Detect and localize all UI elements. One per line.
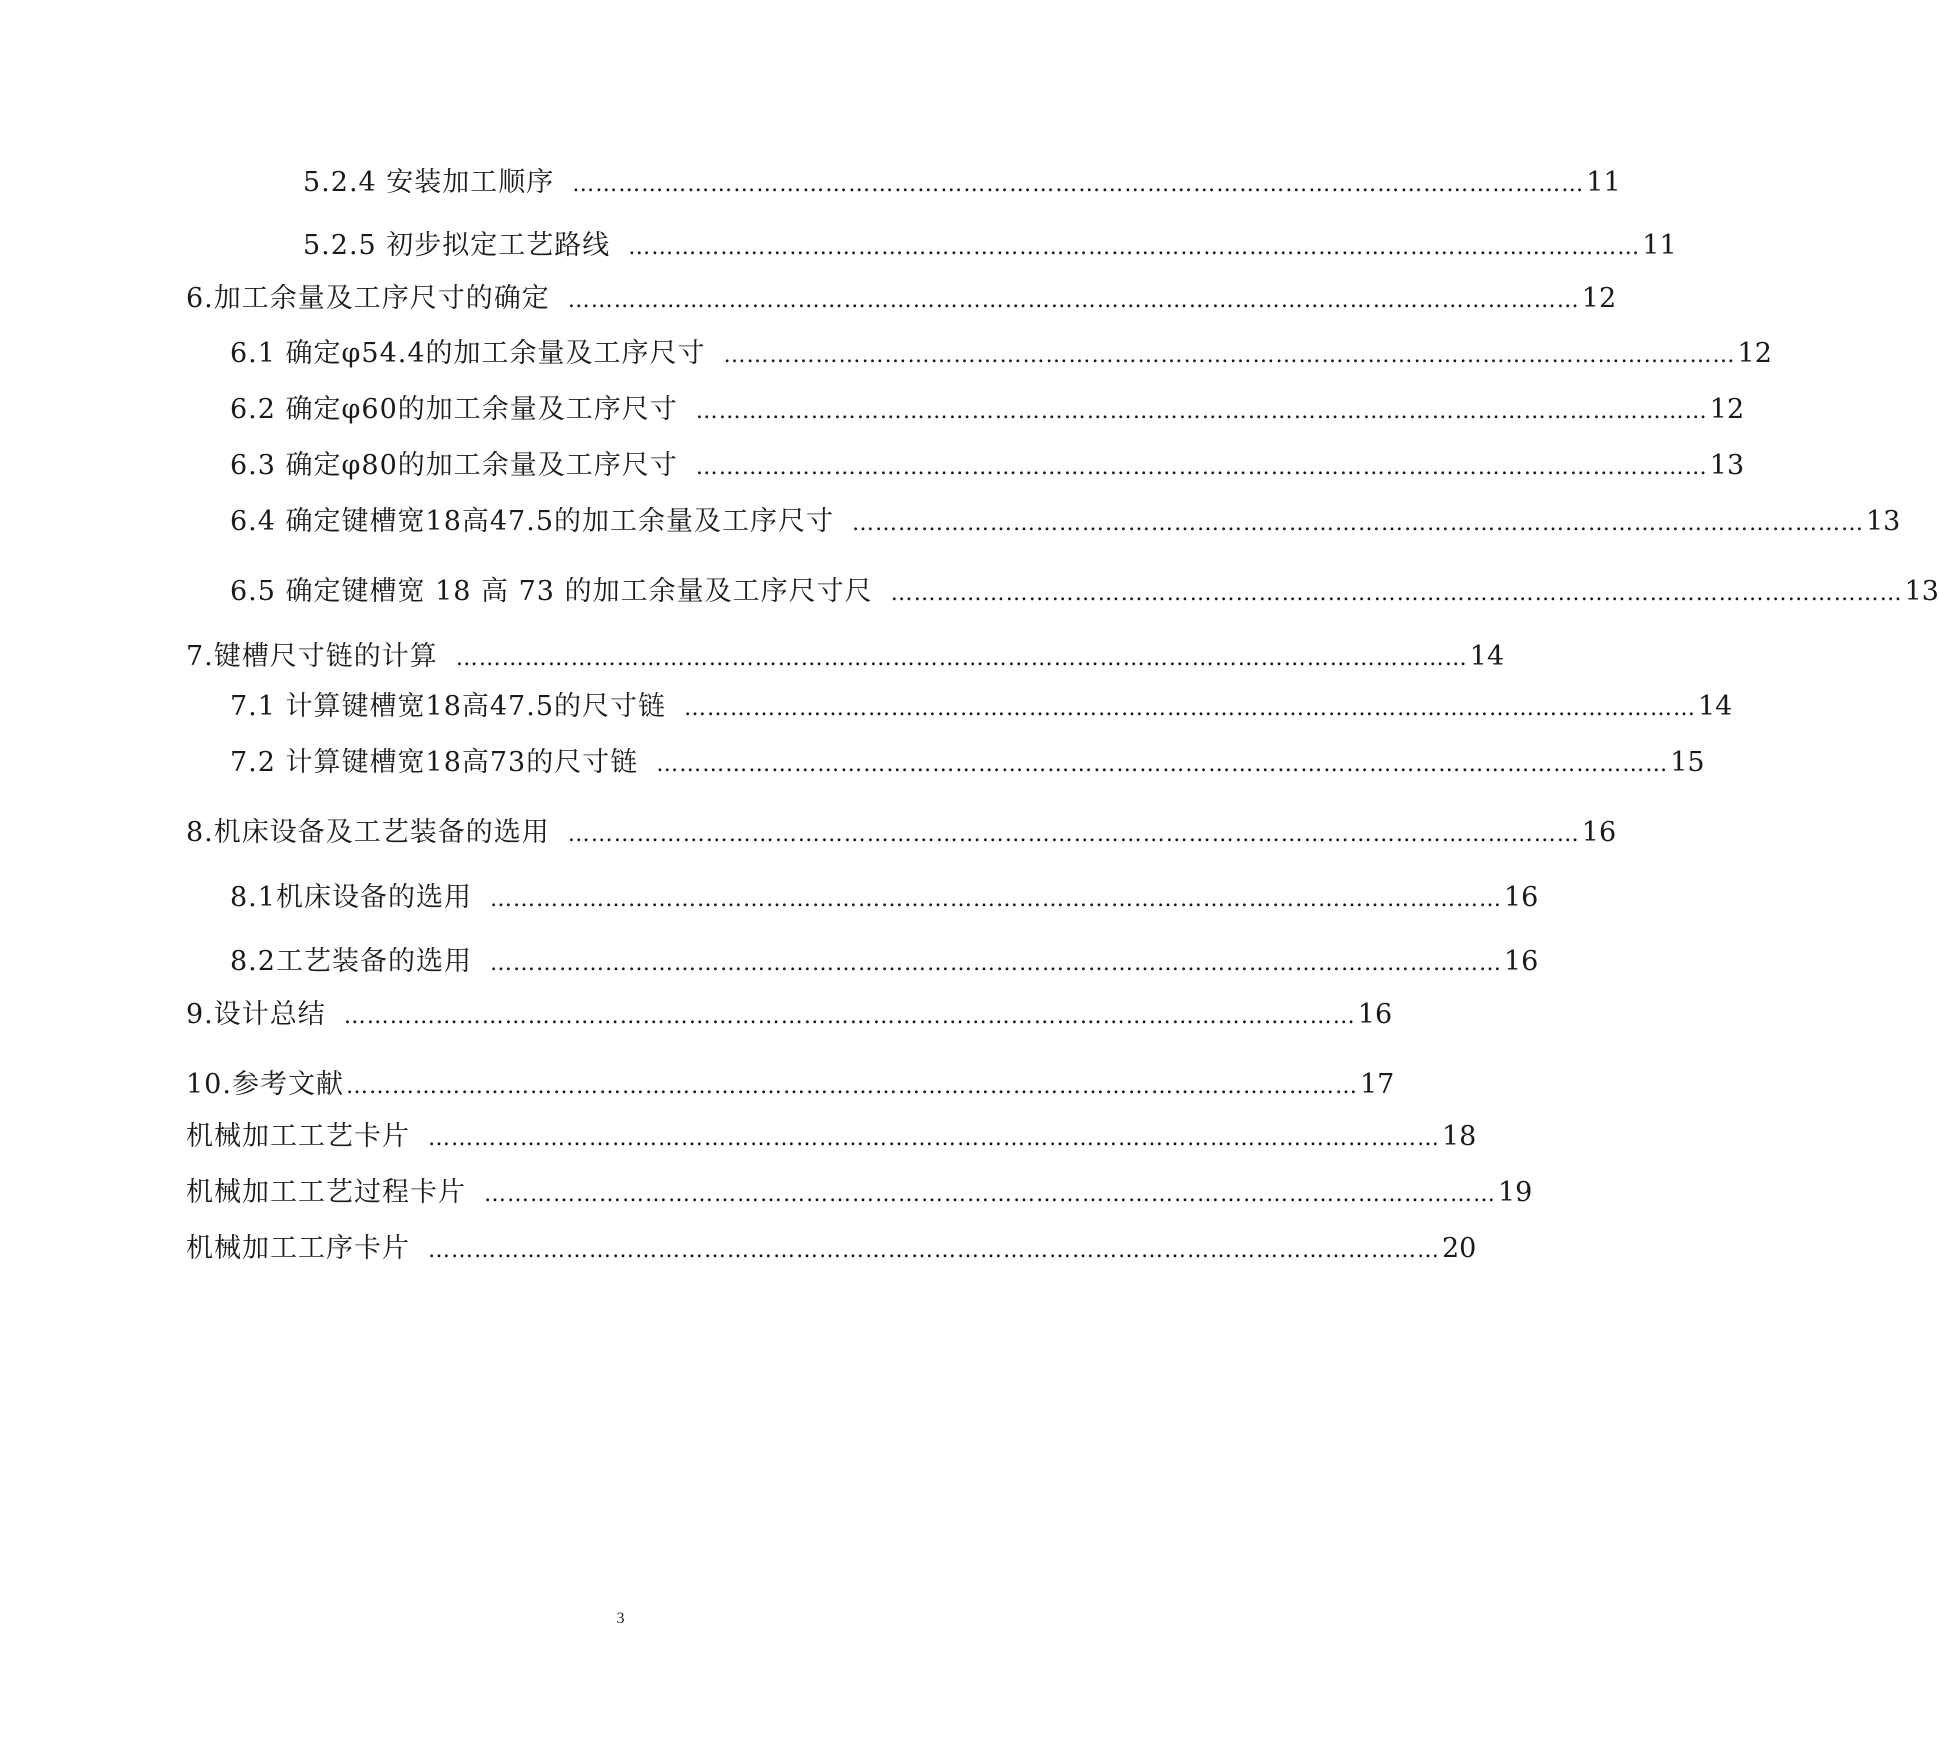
toc-label: 6.5 确定键槽宽 18 高 73 的加工余量及工序尺寸尺 (230, 576, 873, 607)
toc-leader: …………………………………………………………………………………………………………………… (656, 752, 1669, 777)
toc-page-number: 13 (1866, 506, 1901, 537)
toc-page-number: 14 (1698, 691, 1733, 722)
toc-entry-6-5 (230, 575, 1939, 611)
toc-label: 5.2.5 初步拟定工艺路线 (303, 230, 611, 261)
toc-leader: …………………………………………………………………………………………………………………… (567, 822, 1580, 847)
toc-entry-9 (186, 998, 1393, 1034)
toc-leader: …………………………………………………………………………………………………………………… (890, 581, 1903, 606)
toc-label: 机械加工工序卡片 (186, 1233, 410, 1264)
toc-label: 6.4 确定键槽宽18高47.5的加工余量及工序尺寸 (230, 506, 834, 537)
toc-page-number: 13 (1709, 450, 1745, 481)
toc-leader: …………………………………………………………………………………………………………………… (695, 455, 1708, 480)
toc-page-number: 16 (1581, 817, 1617, 848)
toc-page-number: 17 (1359, 1069, 1395, 1100)
toc-leader: …………………………………………………………………………………………………………………… (428, 1238, 1440, 1263)
toc-page-number: 12 (1737, 338, 1772, 369)
toc-leader: …………………………………………………………………………………………………………………… (723, 343, 1736, 368)
toc-page-number: 16 (1357, 999, 1393, 1030)
toc-entry-5-2-4 (303, 166, 1621, 202)
toc-page-number: 14 (1469, 641, 1505, 672)
toc-label: 9.设计总结 (186, 999, 326, 1030)
toc-entry-process-card (186, 1120, 1477, 1156)
toc-page-number: 18 (1442, 1121, 1477, 1152)
toc-label: 机械加工工艺卡片 (186, 1121, 410, 1152)
toc-label: 10.参考文献 (186, 1069, 344, 1100)
page-number: 3 (616, 1610, 625, 1627)
toc-entry-7 (186, 640, 1505, 676)
toc-entry-8 (186, 816, 1617, 852)
toc-leader: …………………………………………………………………………………………………………………… (428, 1126, 1440, 1151)
toc-page-number: 16 (1503, 946, 1539, 977)
toc-entry-6 (186, 282, 1617, 318)
toc-entry-6-3 (230, 449, 1745, 485)
toc-label: 5.2.4 安装加工顺序 (303, 167, 555, 198)
toc-leader: …………………………………………………………………………………………………………………… (852, 511, 1864, 536)
toc-page-number: 11 (1642, 230, 1677, 261)
toc-page-number: 13 (1904, 576, 1939, 607)
toc-page-number: 12 (1581, 283, 1617, 314)
toc-page-number: 16 (1503, 882, 1539, 913)
toc-page-number: 20 (1442, 1233, 1477, 1264)
toc-leader: …………………………………………………………………………………………………………………… (489, 887, 1502, 912)
toc-label: 6.2 确定φ60的加工余量及工序尺寸 (230, 394, 678, 425)
toc-entry-process-route-card (186, 1176, 1533, 1212)
toc-leader: …………………………………………………………………………………………………………………… (572, 172, 1585, 197)
toc-entry-10 (186, 1068, 1395, 1104)
toc-entry-5-2-5 (303, 229, 1677, 265)
toc-entry-7-1 (230, 690, 1733, 726)
toc-leader: …………………………………………………………………………………………………………………… (455, 646, 1468, 671)
toc-entry-6-2 (230, 393, 1745, 429)
toc-page-number: 11 (1586, 167, 1621, 198)
toc-leader: …………………………………………………………………………………………………………………… (489, 951, 1502, 976)
toc-entry-6-1 (230, 337, 1772, 373)
toc-leader: …………………………………………………………………………………………………………………… (628, 235, 1641, 260)
toc-leader: …………………………………………………………………………………………………………………… (484, 1182, 1496, 1207)
toc-entry-operation-card (186, 1232, 1477, 1268)
toc-leader: …………………………………………………………………………………………………………………… (695, 399, 1708, 424)
toc-label: 6.3 确定φ80的加工余量及工序尺寸 (230, 450, 678, 481)
toc-page-number: 12 (1709, 394, 1745, 425)
toc-label: 6.加工余量及工序尺寸的确定 (186, 283, 550, 314)
toc-entry-7-2 (230, 746, 1705, 782)
toc-entry-6-4 (230, 505, 1901, 541)
toc-label: 7.1 计算键槽宽18高47.5的尺寸链 (230, 691, 666, 722)
toc-label: 7.键槽尺寸链的计算 (186, 641, 438, 672)
toc-entry-8-1 (230, 881, 1539, 917)
toc-leader: …………………………………………………………………………………………………………………… (343, 1004, 1356, 1029)
toc-leader: …………………………………………………………………………………………………………………… (684, 696, 1696, 721)
toc-label: 8.1机床设备的选用 (230, 882, 472, 913)
toc-label: 7.2 计算键槽宽18高73的尺寸链 (230, 747, 639, 778)
toc-leader: …………………………………………………………………………………………………………………… (345, 1074, 1358, 1099)
toc-label: 6.1 确定φ54.4的加工余量及工序尺寸 (230, 338, 706, 369)
toc-label: 8.机床设备及工艺装备的选用 (186, 817, 550, 848)
toc-label: 8.2工艺装备的选用 (230, 946, 472, 977)
toc-page-number: 15 (1670, 747, 1705, 778)
toc-label: 机械加工工艺过程卡片 (186, 1177, 466, 1208)
toc-leader: …………………………………………………………………………………………………………………… (567, 288, 1580, 313)
toc-page-number: 19 (1498, 1177, 1533, 1208)
toc-entry-8-2 (230, 945, 1539, 981)
